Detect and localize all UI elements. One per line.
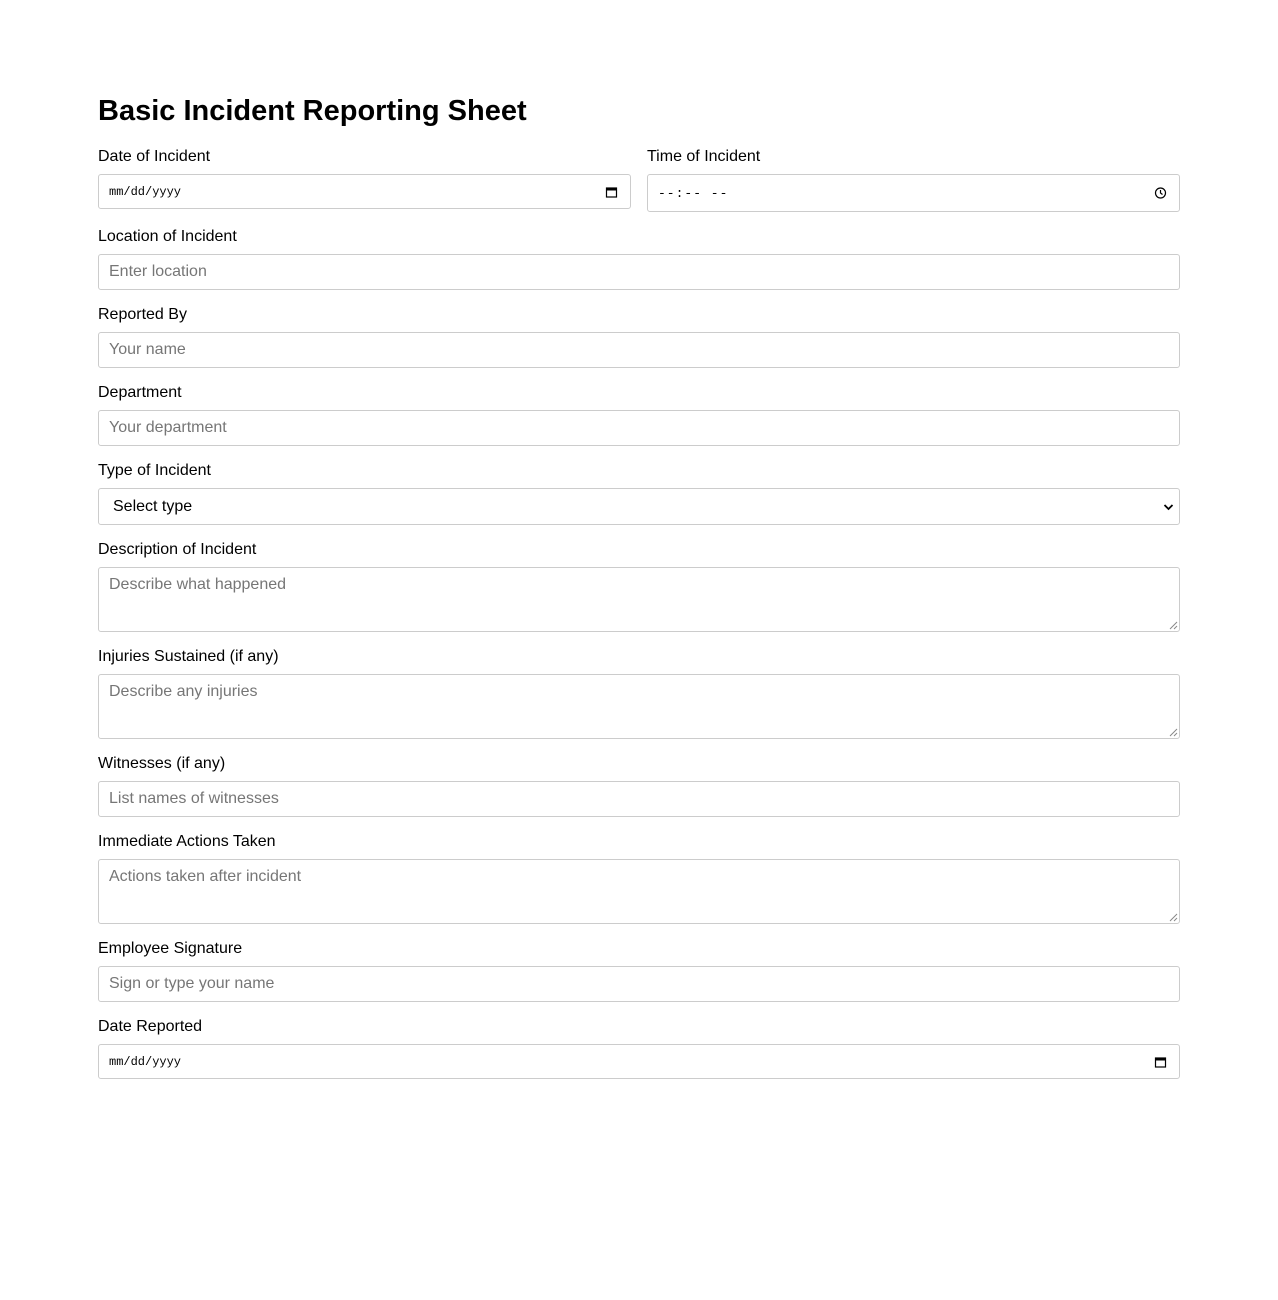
date-time-row [98, 148, 1180, 212]
location-input[interactable] [98, 254, 1180, 290]
witnesses-label: Witnesses (if any) [98, 755, 226, 772]
date-of-incident-group [98, 148, 631, 212]
date-reported-label: Date Reported [98, 1018, 203, 1035]
resize-handle-icon[interactable] [1168, 727, 1178, 737]
signature-placeholder: Sign or type your name [109, 975, 275, 992]
date-of-incident-placeholder: mm/dd/yyyy [109, 184, 182, 199]
page-title: Basic Incident Reporting Sheet [98, 95, 527, 127]
department-label: Department [98, 384, 182, 401]
reported-by-group [98, 306, 1180, 368]
injuries-placeholder: Describe any injuries [109, 683, 258, 700]
time-of-incident-group [647, 148, 1180, 212]
time-of-incident-input[interactable] [647, 174, 1180, 212]
signature-input[interactable] [98, 966, 1180, 1002]
reported-by-placeholder: Your name [109, 341, 186, 358]
resize-handle-icon[interactable] [1168, 912, 1178, 922]
signature-label: Employee Signature [98, 940, 243, 957]
time-of-incident-label: Time of Incident [647, 148, 761, 165]
incident-type-selected: Select type [113, 497, 193, 515]
description-textarea[interactable] [98, 567, 1180, 632]
date-reported-group [98, 1018, 1180, 1079]
department-input[interactable] [98, 410, 1180, 446]
calendar-icon[interactable] [605, 185, 618, 198]
department-placeholder: Your department [109, 419, 227, 436]
date-reported-input[interactable] [98, 1044, 1180, 1079]
date-of-incident-input[interactable] [98, 174, 631, 209]
department-group [98, 384, 1180, 446]
location-group [98, 228, 1180, 290]
date-of-incident-label: Date of Incident [98, 148, 211, 165]
location-label: Location of Incident [98, 228, 237, 245]
witnesses-placeholder: List names of witnesses [109, 790, 279, 807]
actions-label: Immediate Actions Taken [98, 833, 276, 850]
signature-group [98, 940, 1180, 1002]
clock-icon[interactable] [1154, 187, 1167, 200]
injuries-group [98, 648, 1180, 739]
injuries-label: Injuries Sustained (if any) [98, 648, 279, 665]
actions-textarea[interactable] [98, 859, 1180, 924]
reported-by-label: Reported By [98, 306, 187, 323]
incident-report-form [98, 88, 1180, 1079]
incident-type-select[interactable] [98, 488, 1180, 525]
resize-handle-icon[interactable] [1168, 620, 1178, 630]
witnesses-group [98, 755, 1180, 817]
incident-type-label: Type of Incident [98, 462, 211, 479]
injuries-textarea[interactable] [98, 674, 1180, 739]
date-reported-placeholder: mm/dd/yyyy [109, 1054, 182, 1069]
incident-type-group [98, 462, 1180, 525]
actions-group [98, 833, 1180, 924]
description-placeholder: Describe what happened [109, 576, 287, 593]
actions-placeholder: Actions taken after incident [109, 868, 302, 885]
time-of-incident-placeholder: --:-- -- [658, 185, 729, 201]
reported-by-input[interactable] [98, 332, 1180, 368]
description-label: Description of Incident [98, 541, 257, 558]
witnesses-input[interactable] [98, 781, 1180, 817]
location-placeholder: Enter location [109, 263, 207, 280]
chevron-down-icon[interactable] [1162, 500, 1175, 513]
calendar-icon[interactable] [1154, 1055, 1167, 1068]
description-group [98, 541, 1180, 632]
